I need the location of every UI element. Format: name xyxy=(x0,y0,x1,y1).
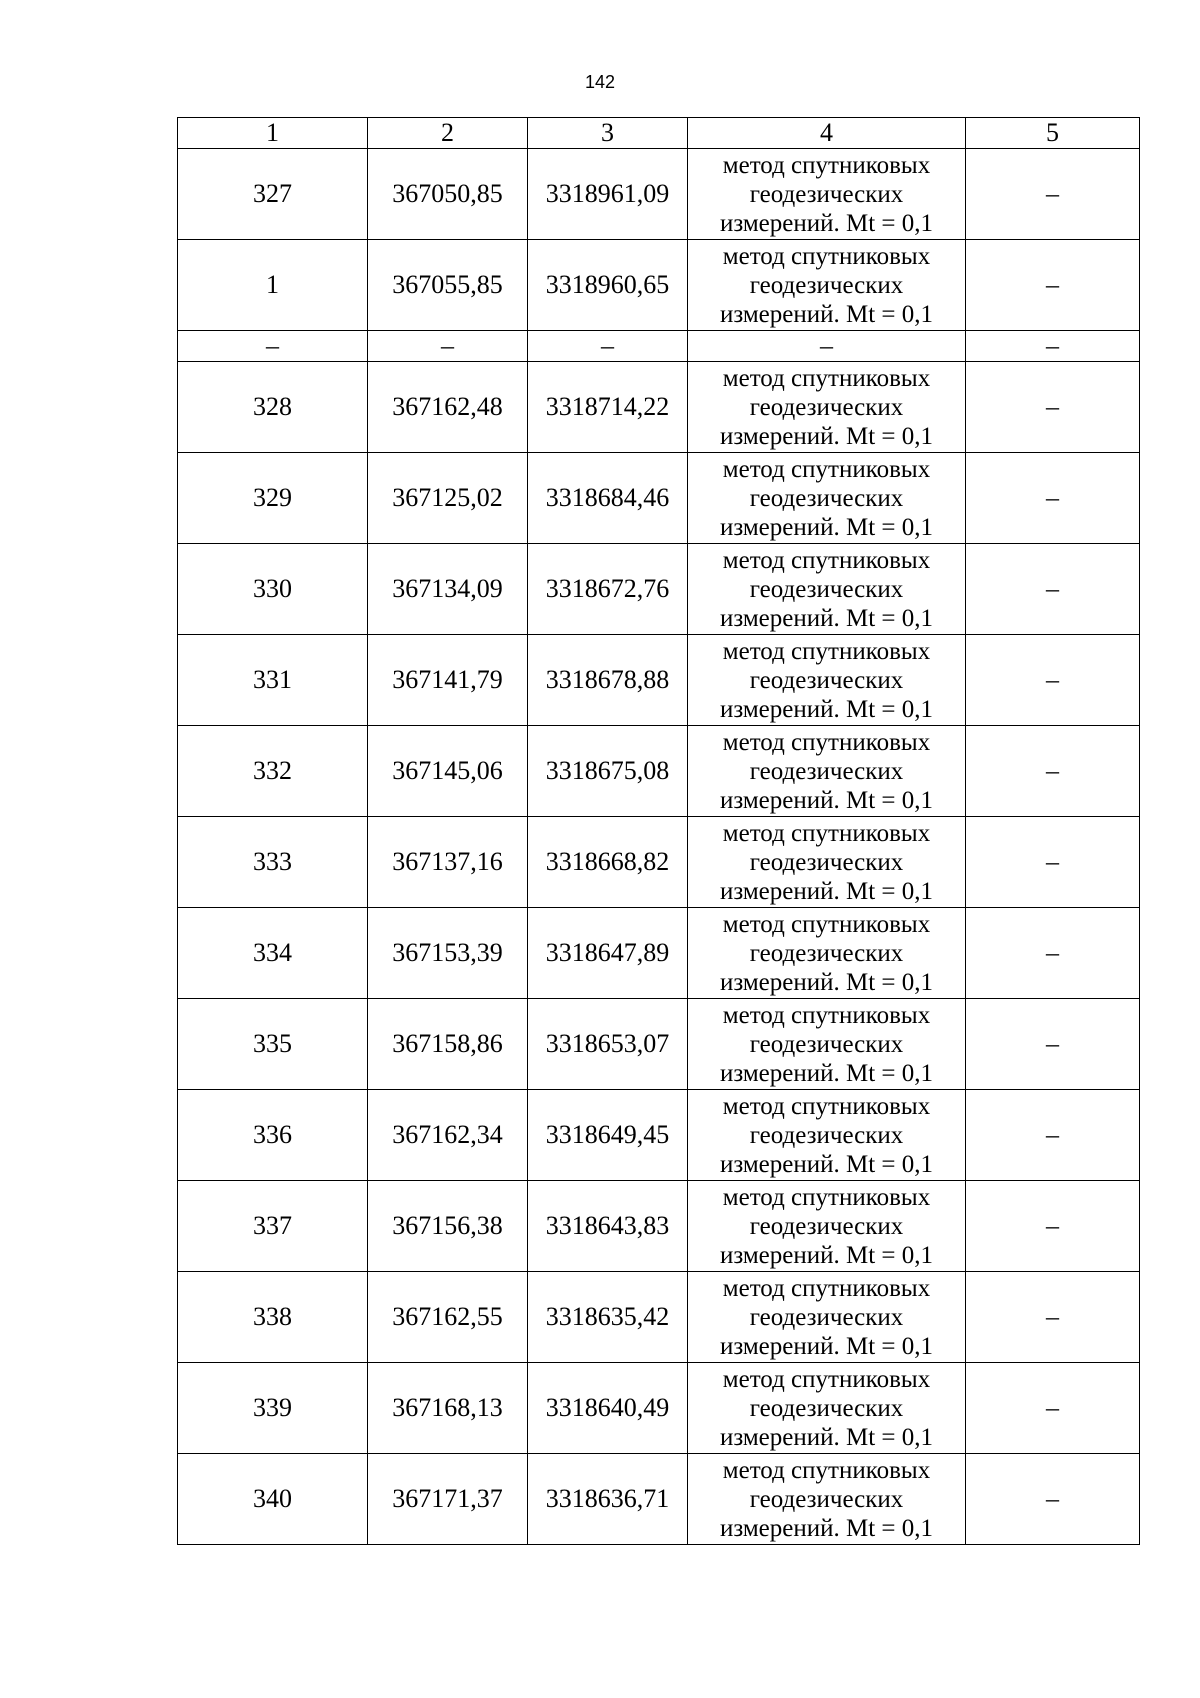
point-number-cell: 337 xyxy=(178,1181,368,1272)
note-cell: – xyxy=(966,1272,1140,1363)
note-cell: – xyxy=(966,149,1140,240)
x-coordinate-cell: 367156,38 xyxy=(368,1181,528,1272)
y-coordinate-cell: 3318635,42 xyxy=(528,1272,688,1363)
point-number-cell: 336 xyxy=(178,1090,368,1181)
note-cell: – xyxy=(966,240,1140,331)
note-cell: – xyxy=(966,362,1140,453)
table-row xyxy=(178,908,1140,999)
point-number-cell: 333 xyxy=(178,817,368,908)
point-number-cell: 330 xyxy=(178,544,368,635)
point-number-cell: 1 xyxy=(178,240,368,331)
x-coordinate-cell: 367168,13 xyxy=(368,1363,528,1454)
separator-row xyxy=(178,331,1140,362)
page-number: 142 xyxy=(584,72,616,92)
coordinates-table xyxy=(177,117,1140,1545)
x-coordinate-cell: 367158,86 xyxy=(368,999,528,1090)
x-coordinate-cell: 367134,09 xyxy=(368,544,528,635)
point-number-cell: 339 xyxy=(178,1363,368,1454)
x-coordinate-cell: – xyxy=(368,331,528,362)
coordinates-table-container xyxy=(177,117,1139,1545)
method-cell: метод спутниковых геодезических измерений. Mt = 0,1 xyxy=(688,1363,966,1454)
point-number-cell: 335 xyxy=(178,999,368,1090)
y-coordinate-cell: 3318675,08 xyxy=(528,726,688,817)
column-header-5: 5 xyxy=(966,118,1140,149)
table-row xyxy=(178,817,1140,908)
y-coordinate-cell: 3318653,07 xyxy=(528,999,688,1090)
x-coordinate-cell: 367055,85 xyxy=(368,240,528,331)
method-cell: метод спутниковых геодезических измерений. Mt = 0,1 xyxy=(688,362,966,453)
x-coordinate-cell: 367125,02 xyxy=(368,453,528,544)
note-cell: – xyxy=(966,1090,1140,1181)
table-row xyxy=(178,240,1140,331)
point-number-cell: 334 xyxy=(178,908,368,999)
point-number-cell: 331 xyxy=(178,635,368,726)
point-number-cell: 328 xyxy=(178,362,368,453)
column-header-4: 4 xyxy=(688,118,966,149)
x-coordinate-cell: 367162,34 xyxy=(368,1090,528,1181)
y-coordinate-cell: 3318961,09 xyxy=(528,149,688,240)
note-cell: – xyxy=(966,635,1140,726)
note-cell: – xyxy=(966,908,1140,999)
method-cell: – xyxy=(688,331,966,362)
y-coordinate-cell: 3318960,65 xyxy=(528,240,688,331)
table-row xyxy=(178,726,1140,817)
column-header-1: 1 xyxy=(178,118,368,149)
table-row xyxy=(178,999,1140,1090)
method-cell: метод спутниковых геодезических измерений. Mt = 0,1 xyxy=(688,544,966,635)
note-cell: – xyxy=(966,999,1140,1090)
table-row xyxy=(178,362,1140,453)
table-row xyxy=(178,149,1140,240)
x-coordinate-cell: 367145,06 xyxy=(368,726,528,817)
note-cell: – xyxy=(966,544,1140,635)
method-cell: метод спутниковых геодезических измерений. Mt = 0,1 xyxy=(688,1090,966,1181)
method-cell: метод спутниковых геодезических измерений. Mt = 0,1 xyxy=(688,240,966,331)
method-cell: метод спутниковых геодезических измерений. Mt = 0,1 xyxy=(688,1272,966,1363)
point-number-cell: 338 xyxy=(178,1272,368,1363)
y-coordinate-cell: 3318672,76 xyxy=(528,544,688,635)
table-row xyxy=(178,1454,1140,1545)
method-cell: метод спутниковых геодезических измерений. Mt = 0,1 xyxy=(688,1181,966,1272)
table-row xyxy=(178,635,1140,726)
method-cell: метод спутниковых геодезических измерений. Mt = 0,1 xyxy=(688,635,966,726)
method-cell: метод спутниковых геодезических измерений. Mt = 0,1 xyxy=(688,908,966,999)
note-cell: – xyxy=(966,1363,1140,1454)
table-row xyxy=(178,453,1140,544)
y-coordinate-cell: 3318636,71 xyxy=(528,1454,688,1545)
y-coordinate-cell: 3318678,88 xyxy=(528,635,688,726)
x-coordinate-cell: 367137,16 xyxy=(368,817,528,908)
point-number-cell: 332 xyxy=(178,726,368,817)
note-cell: – xyxy=(966,453,1140,544)
table-row xyxy=(178,1090,1140,1181)
x-coordinate-cell: 367050,85 xyxy=(368,149,528,240)
x-coordinate-cell: 367171,37 xyxy=(368,1454,528,1545)
table-row xyxy=(178,1363,1140,1454)
table-body xyxy=(178,149,1140,1545)
x-coordinate-cell: 367153,39 xyxy=(368,908,528,999)
note-cell: – xyxy=(966,1181,1140,1272)
point-number-cell: 327 xyxy=(178,149,368,240)
y-coordinate-cell: 3318684,46 xyxy=(528,453,688,544)
table-row xyxy=(178,1272,1140,1363)
y-coordinate-cell: 3318647,89 xyxy=(528,908,688,999)
note-cell: – xyxy=(966,817,1140,908)
method-cell: метод спутниковых геодезических измерений. Mt = 0,1 xyxy=(688,999,966,1090)
method-cell: метод спутниковых геодезических измерений. Mt = 0,1 xyxy=(688,149,966,240)
y-coordinate-cell: 3318649,45 xyxy=(528,1090,688,1181)
method-cell: метод спутниковых геодезических измерений. Mt = 0,1 xyxy=(688,453,966,544)
point-number-cell: – xyxy=(178,331,368,362)
note-cell: – xyxy=(966,331,1140,362)
method-cell: метод спутниковых геодезических измерений. Mt = 0,1 xyxy=(688,817,966,908)
point-number-cell: 340 xyxy=(178,1454,368,1545)
column-header-2: 2 xyxy=(368,118,528,149)
method-cell: метод спутниковых геодезических измерений. Mt = 0,1 xyxy=(688,726,966,817)
table-row xyxy=(178,544,1140,635)
table-row xyxy=(178,1181,1140,1272)
y-coordinate-cell: 3318640,49 xyxy=(528,1363,688,1454)
y-coordinate-cell: 3318714,22 xyxy=(528,362,688,453)
x-coordinate-cell: 367162,48 xyxy=(368,362,528,453)
method-cell: метод спутниковых геодезических измерений. Mt = 0,1 xyxy=(688,1454,966,1545)
y-coordinate-cell: – xyxy=(528,331,688,362)
x-coordinate-cell: 367162,55 xyxy=(368,1272,528,1363)
point-number-cell: 329 xyxy=(178,453,368,544)
note-cell: – xyxy=(966,726,1140,817)
table-header-row xyxy=(178,118,1140,149)
column-header-3: 3 xyxy=(528,118,688,149)
y-coordinate-cell: 3318643,83 xyxy=(528,1181,688,1272)
y-coordinate-cell: 3318668,82 xyxy=(528,817,688,908)
note-cell: – xyxy=(966,1454,1140,1545)
x-coordinate-cell: 367141,79 xyxy=(368,635,528,726)
